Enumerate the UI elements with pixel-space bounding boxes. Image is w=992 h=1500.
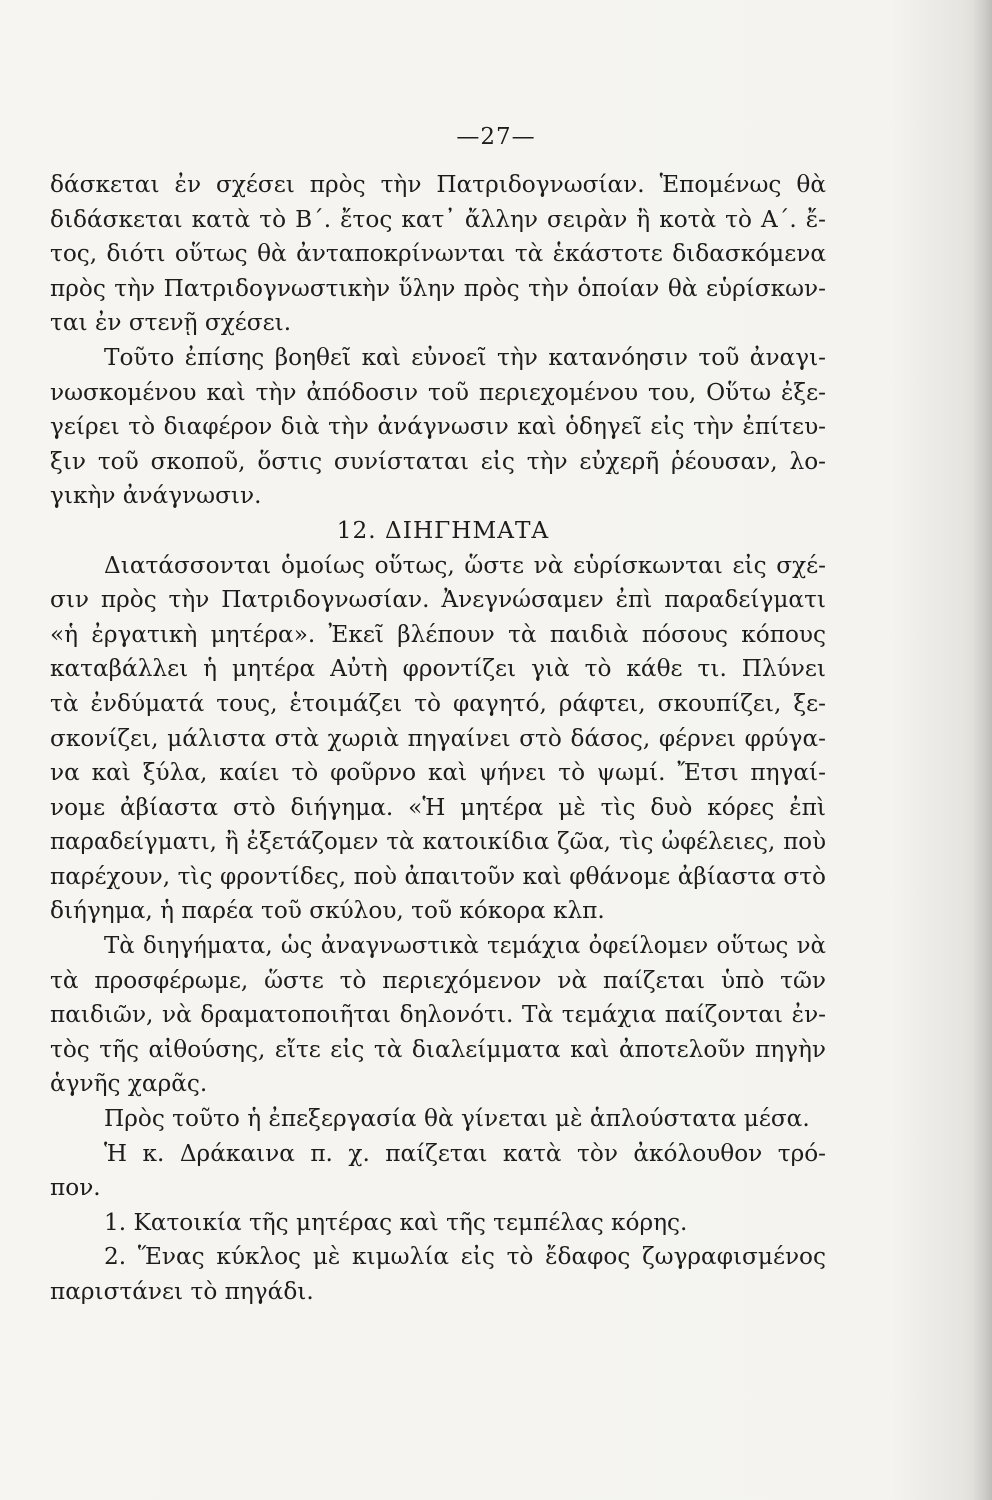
text-line: σκονίζει, μάλιστα στὰ χωριὰ πηγαίνει στὸ δάσος, φέρνει φρύγα- [50,724,826,752]
paragraph-1 [50,168,826,341]
text-line: παραδείγματι, ἢ ἐξετάζομεν τὰ κατοικίδια ζῶα, τὶς ὠφέλειες, ποὺ [50,829,826,856]
text-line: διήγημα, ἡ παρέα τοῦ σκύλου, τοῦ κόκορα κλπ. [50,897,605,925]
paragraph-4 [50,929,826,1102]
text-line: ται ἐν στενῇ σχέσει. [50,309,292,337]
list-item: 1. Κατοικία τῆς μητέρας καὶ τῆς τεμπέλας κόρης. [104,1208,688,1236]
page-edge-shadow [972,0,992,1500]
text-line: τὰ ἐνδύματά τους, ἑτοιμάζει τὸ φαγητό, ράφτει, σκουπίζει, ξε- [50,689,826,717]
text-line: να καὶ ξύλα, καίει τὸ φοῦρνο καὶ ψήνει τὸ ψωμί. Ἔτσι πηγαί- [50,759,826,787]
text-line: παρέχουν, τὶς φροντίδες, ποὺ ἀπαιτοῦν καὶ φθάνομε ἀβίαστα στὸ [50,862,826,890]
text-line: Τὰ διηγήματα, ὡς ἀναγνωστικὰ τεμάχια ὀφείλομεν οὕτως νὰ [104,933,826,960]
text-line: Πρὸς τοῦτο ἡ ἐπεξεργασία θὰ γίνεται μὲ ἁπλούστατα μέσα. [104,1105,810,1133]
text-line: Διατάσσονται ὁμοίως οὕτως, ὥστε νὰ εὑρίσκωνται εἰς σχέ- [104,551,826,579]
text-line: σιν πρὸς τὴν Πατριδογνωσίαν. Ἀνεγνώσαμεν ἐπὶ παραδείγματι [50,586,826,614]
numbered-list [50,1206,826,1310]
paragraph-5 [50,1102,826,1206]
text-line: Τοῦτο ἐπίσης βοηθεῖ καὶ εὐνοεῖ τὴν κατανόησιν τοῦ ἀναγι- [104,343,826,371]
text-line: πρὸς τὴν Πατριδογνωστικὴν ὕλην πρὸς τὴν ὁποίαν θὰ εὑρίσκων- [50,274,826,302]
paragraph-3 [50,549,826,930]
body-text [50,168,826,1310]
text-line: δάσκεται ἐν σχέσει πρὸς τὴν Πατριδογνωσίαν. Ἑπομένως θὰ [50,171,826,198]
text-line: πον. [50,1174,101,1202]
section-heading: 12. ΔΙΗΓΗΜΑΤΑ [336,516,550,544]
text-line: τὰ προσφέρωμε, ὥστε τὸ περιεχόμενον νὰ παίζεται ὑπὸ τῶν [50,966,826,994]
text-line: γικὴν ἀνάγνωσιν. [50,482,262,510]
text-line: ξιν τοῦ σκοποῦ, ὅστις συνίσταται εἰς τὴν εὐχερῆ ῥέουσαν, λο- [50,447,826,475]
paragraph-2 [50,341,826,514]
text-line: Ἡ κ. Δράκαινα π. χ. παίζεται κατὰ τὸν ἀκόλουθον τρό- [104,1139,826,1167]
text-line: «ἡ ἐργατικὴ μητέρα». Ἐκεῖ βλέπουν τὰ παιδιὰ πόσους κόπους [50,620,826,648]
list-item: 2. Ἕνας κύκλος μὲ κιμωλία εἰς τὸ ἔδαφος ζωγραφισμένος [104,1243,826,1271]
text-line: παιδιῶν, νὰ δραματοποιῆται δηλονότι. Τὰ τεμάχια παίζονται ἐν- [50,1001,826,1029]
text-line: νωσκομένου καὶ τὴν ἀπόδοσιν τοῦ περιεχομένου του, Οὕτω ἐξε- [50,378,826,406]
text-line: τος, διότι οὕτως θὰ ἀνταποκρίνωνται τὰ ἑκάστοτε διδασκόμενα [50,240,826,268]
text-line: διδάσκεται κατὰ τὸ Β΄. ἔτος κατ᾽ ἄλλην σειρὰν ἢ κοτὰ τὸ Α΄. ἔ- [50,205,826,233]
page-number: —27— [456,124,536,150]
text-line: νομε ἀβίαστα στὸ διήγημα. «Ἡ μητέρα μὲ τὶς δυὸ κόρες ἐπὶ [50,793,826,821]
text-line: καταβάλλει ἡ μητέρα Αὐτὴ φροντίζει γιὰ τὸ κάθε τι. Πλύνει [50,655,826,683]
list-item-continuation: παριστάνει τὸ πηγάδι. [50,1278,314,1305]
text-line: γείρει τὸ διαφέρον διὰ τὴν ἀνάγνωσιν καὶ ὁδηγεῖ εἰς τὴν ἐπίτευ- [50,413,826,441]
text-line: ἁγνῆς χαρᾶς. [50,1070,208,1098]
text-line: τὸς τῆς αἰθούσης, εἴτε εἰς τὰ διαλείμματα καὶ ἀποτελοῦν πηγὴν [50,1035,826,1063]
